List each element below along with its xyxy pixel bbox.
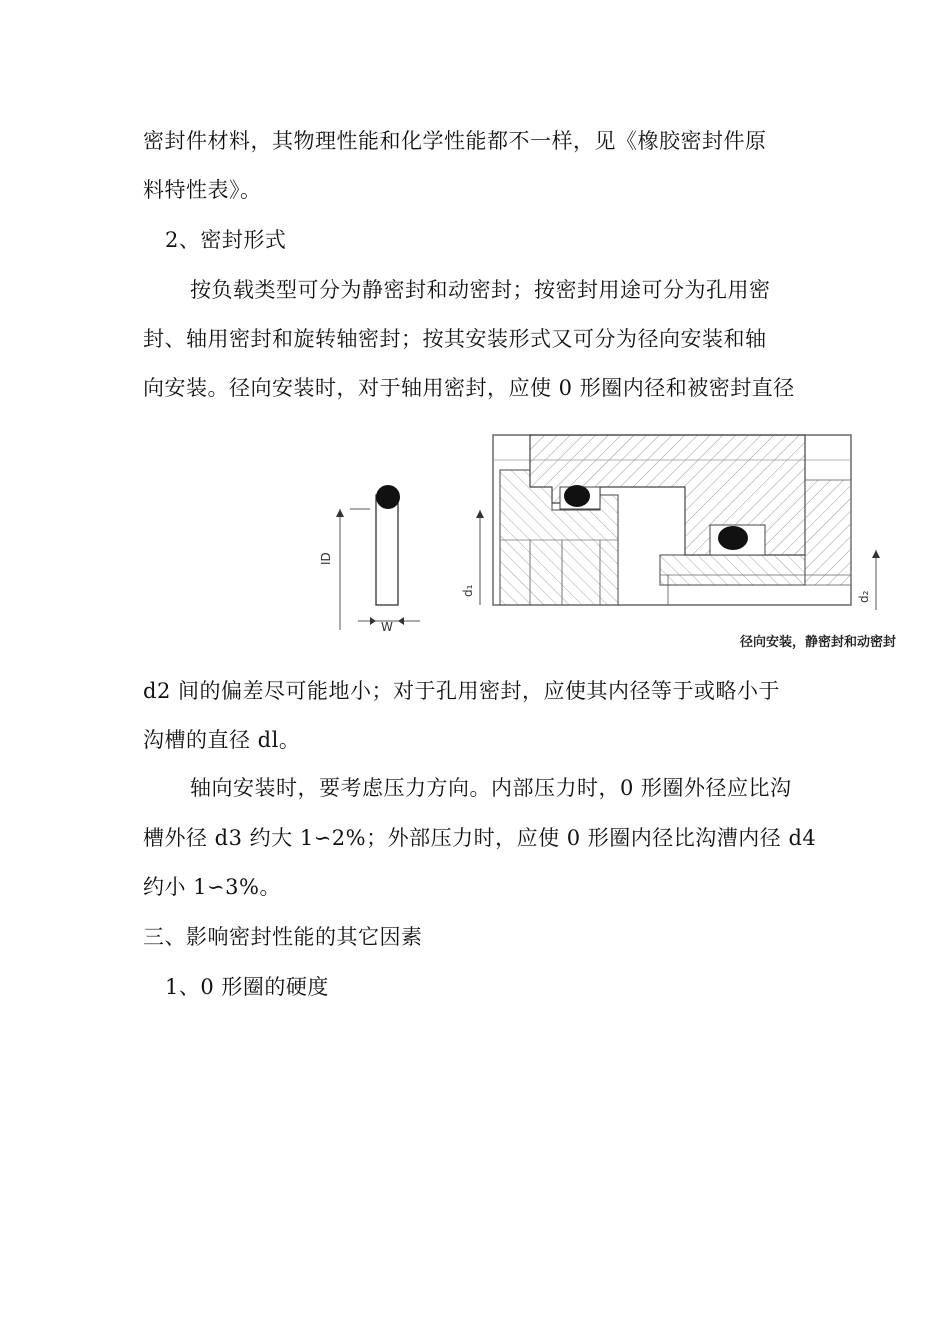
figure-caption: 径向安装，静密封和动密封 (740, 635, 897, 650)
paragraph-line: 约小 1∽3%。 (143, 875, 281, 899)
paragraph-line: 沟槽的直径 dl。 (143, 728, 301, 752)
paragraph-line: 向安装。径向安装时，对于轴用密封，应使 0 形圈内径和被密封直径 (143, 376, 795, 400)
paragraph-line: 槽外径 d3 约大 1∽2%；外部压力时，应使 0 形圈内径比沟漕内径 d4 (143, 826, 817, 850)
paragraph-line: d2 间的偏差尽可能地小；对于孔用密封，应使其内径等于或略小于 (143, 679, 780, 703)
section-heading: 三、影响密封性能的其它因素 (143, 925, 423, 949)
o-ring-dynamic-icon (718, 526, 748, 550)
paragraph-line: 料特性表》。 (143, 178, 262, 202)
paragraph-line: 按负载类型可分为静密封和动密封；按密封用途可分为孔用密 (190, 278, 771, 302)
o-ring-static-icon (564, 485, 590, 507)
assembly-section-drawing (461, 435, 880, 610)
subsection-heading: 1、0 形圈的硬度 (165, 975, 329, 999)
o-ring-radial-installation-figure (300, 425, 950, 660)
section-heading: 2、密封形式 (165, 228, 287, 252)
width-label: W (381, 620, 393, 634)
o-ring-section-drawing (319, 485, 420, 634)
paragraph-line: 密封件材料，其物理性能和化学性能都不一样，见《橡胶密封件原 (143, 129, 767, 153)
o-ring-cross-section-icon (376, 485, 400, 509)
inner-diameter-label: ID (319, 552, 333, 565)
d2-label: d₂ (857, 590, 871, 603)
d1-label: d₁ (461, 584, 475, 597)
paragraph-line: 封、轴用密封和旋转轴密封；按其安装形式又可分为径向安装和轴 (143, 327, 767, 351)
paragraph-line: 轴向安装时，要考虑压力方向。内部压力时，0 形圈外径应比沟 (190, 776, 792, 800)
